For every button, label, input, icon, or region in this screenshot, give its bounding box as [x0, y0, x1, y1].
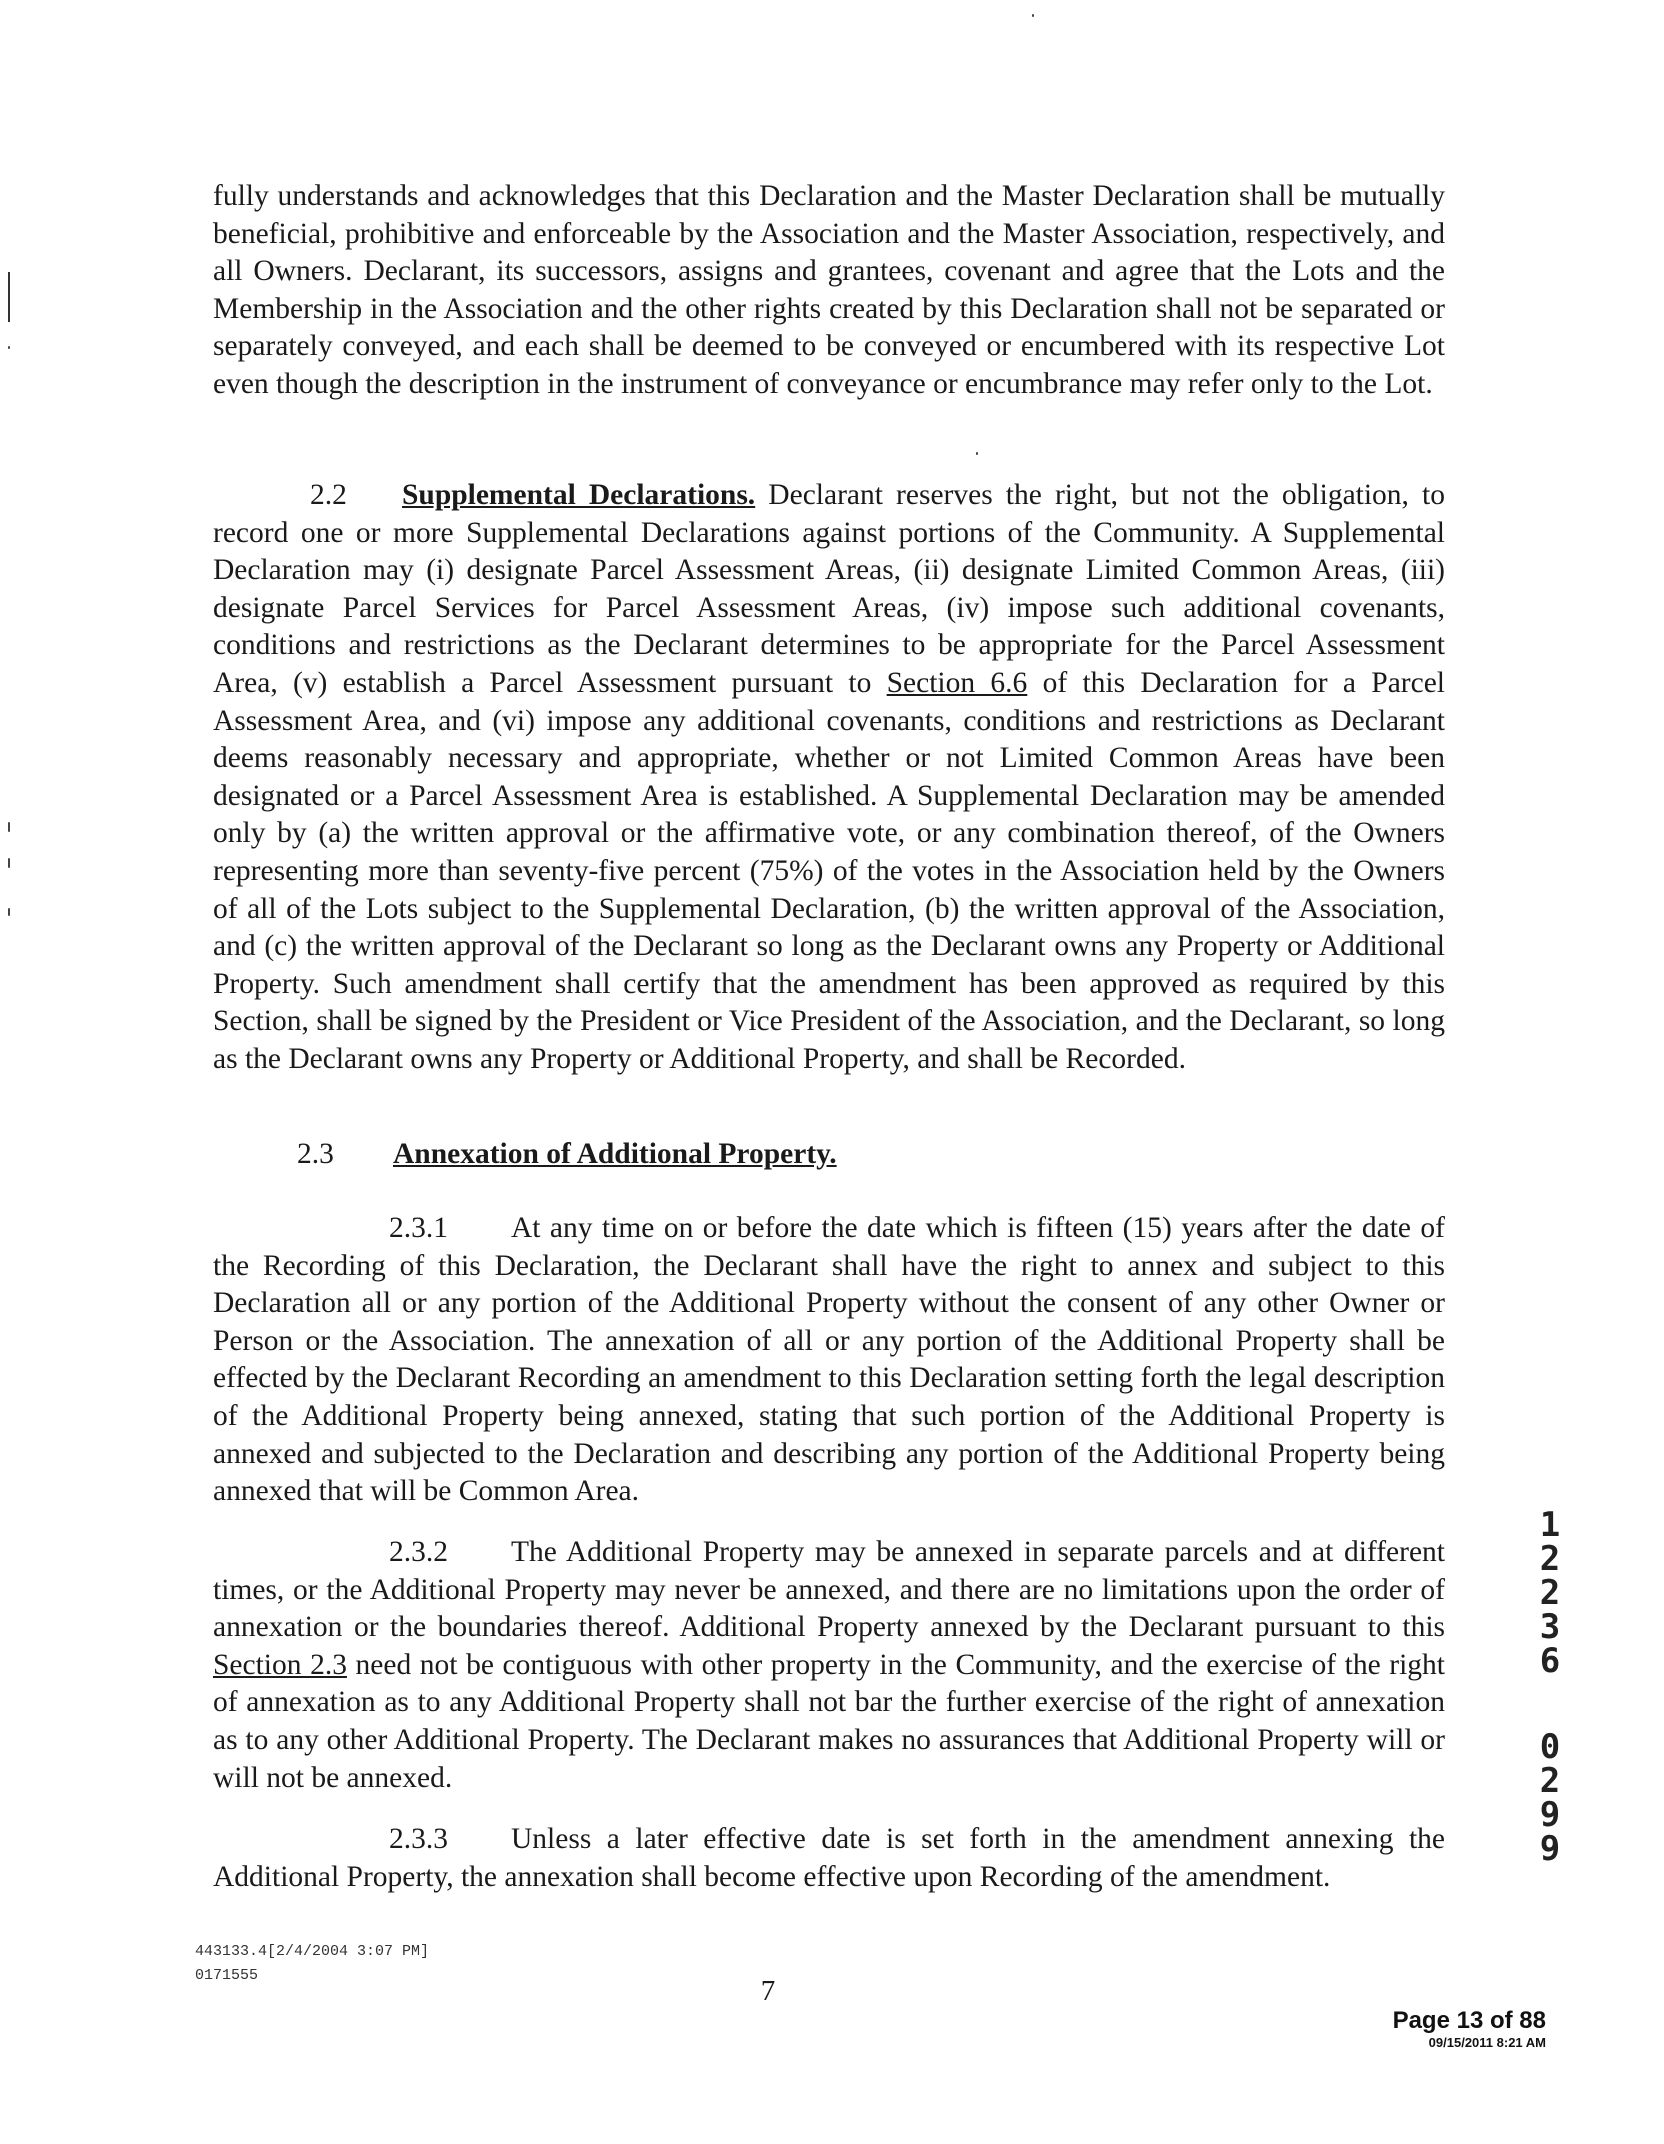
section-reference: Section 2.3: [213, 1648, 347, 1681]
section-2-2: [213, 477, 1445, 1079]
section-number: 2.3: [297, 1138, 334, 1170]
section-title: Annexation of Additional Property.: [393, 1138, 837, 1170]
page-count-label: Page 13 of 88: [1392, 2007, 1546, 2034]
subsection-text: At any time on or before the date which is fifteen (15) years after the date of the Recording of this Declaration, the Declarant shall have the right to annex and subject to this Declaration all or any portion of the Additional Property without the consent of any other Owner or Person or the Association. The annexation of all or any portion of the Additional Property shall be effected by the Declarant Recording an amendment to this Declaration setting forth the legal description of the Additional Property being annexed, stating that such portion of the Additional Property is annexed and subjected to the Declaration and describing any portion of the Additional Property being annexed that will be Common Area.: [213, 1212, 1445, 1508]
doc-id: 443133.4[2/4/2004 3:07 PM]: [195, 1943, 430, 1960]
recorded-timestamp: 09/15/2011 8:21 AM: [1428, 2035, 1546, 2050]
stamp-digit: 2: [1539, 1573, 1561, 1613]
stamp-digit: 6: [1539, 1641, 1561, 1681]
subsection-number: 2.3.1: [389, 1212, 448, 1244]
stamp-digit: 2: [1539, 1761, 1561, 1801]
stamp-digit: 2: [1539, 1539, 1561, 1579]
scan-speck: [1032, 14, 1034, 17]
footer-document-id: [195, 1940, 429, 1988]
subsection-text: need not be contiguous with other property in the Community, and the exercise of the right of annexation as to any Additional Property shall not bar the further exercise of the right of annexation as to any other Additional Property. The Declarant makes no assurances that Additional Property will or will not be annexed.: [213, 1648, 1445, 1794]
stamp-digit: 9: [1539, 1795, 1561, 1835]
doc-code: 0171555: [195, 1967, 259, 1984]
section-text: Declarant reserves the right, but not the obligation, to record one or more Supplemental Declarations against portions of the Community. A Supplemental Declaration may (i) designate Parcel Assessment Areas, (ii) designate Limited Common Areas, (iii) designate Parcel Services for Parcel Assessment Areas, (iv) impose such additional covenants, conditions and restrictions as the Declarant determines to be appropriate for the Parcel Assessment Area, (v) establish a Parcel Assessment pursuant to: [213, 479, 1445, 699]
scan-speck: [8, 908, 10, 916]
subsection-text: Unless a later effective date is set forth in the amendment annexing the Additional Property, the annexation shall become effective upon Recording of the amendment.: [213, 1823, 1445, 1893]
stamp-digit: 0: [1539, 1727, 1561, 1767]
section-title: Supplemental Declarations.: [402, 479, 756, 511]
paragraph-continuation: fully understands and acknowledges that this Declaration and the Master Declaration shall be mutually beneficial, prohibitive and enforceable by the Association and the Master Association, respectively, and all Owners. Declarant, its successors, assigns and grantees, covenant and agree that the Lots and the Membership in the Association and the other rights created by this Declaration shall not be separated or separately conveyed, and each shall be deemed to be conveyed or encumbered with its respective Lot even though the description in the instrument of conveyance or encumbrance may refer only to the Lot.: [213, 180, 1445, 400]
scan-speck: [8, 346, 10, 349]
scan-speck: [8, 858, 10, 868]
subsection-number: 2.3.3: [389, 1823, 448, 1855]
section-2-3-2: [213, 1534, 1445, 1797]
section-reference: Section 6.6: [886, 666, 1028, 699]
recording-number-stamp: [1533, 1505, 1567, 1869]
section-2-3-heading: [297, 1136, 837, 1174]
section-number: 2.2: [310, 479, 347, 511]
stamp-digit: 9: [1539, 1829, 1561, 1869]
section-text: of this Declaration for a Parcel Assessment Area, and (vi) impose any additional covenants, conditions and restrictions as Declarant deems reasonably necessary and appropriate, whether or not Limited Common Areas have been designated or a Parcel Assessment Area is established. A Supplemental Declaration may be amended only by (a) the written approval or the affirmative vote, or any combination thereof, of the Owners representing more than seventy-five percent (75%) of the votes in the Association held by the Owners of all of the Lots subject to the Supplemental Declaration, (b) the written approval of the Association, and (c) the written approval of the Declarant so long as the Declarant owns any Property or Additional Property. Such amendment shall certify that the amendment has been approved as required by this Section, shall be signed by the President or Vice President of the Association, and the Declarant, so long as the Declarant owns any Property or Additional Property, and shall be Recorded.: [213, 666, 1445, 1075]
stamp-digit: 1: [1539, 1505, 1561, 1545]
stamp-digit: 3: [1539, 1607, 1561, 1647]
section-2-3-3: [213, 1821, 1445, 1896]
scan-speck: [976, 452, 978, 455]
recorder-page-stamp: [1393, 2007, 1546, 2051]
section-2-3-1: [213, 1210, 1445, 1511]
scan-speck: [8, 822, 10, 832]
margin-bar-mark: [8, 272, 10, 322]
page-number: 7: [760, 1975, 776, 2007]
subsection-number: 2.3.2: [389, 1536, 448, 1568]
subsection-text: The Additional Property may be annexed in separate parcels and at different times, or the Additional Property may never be annexed, and there are no limitations upon the order of annexation or the boundaries thereof. Additional Property annexed by the Declarant pursuant to this: [213, 1536, 1445, 1644]
